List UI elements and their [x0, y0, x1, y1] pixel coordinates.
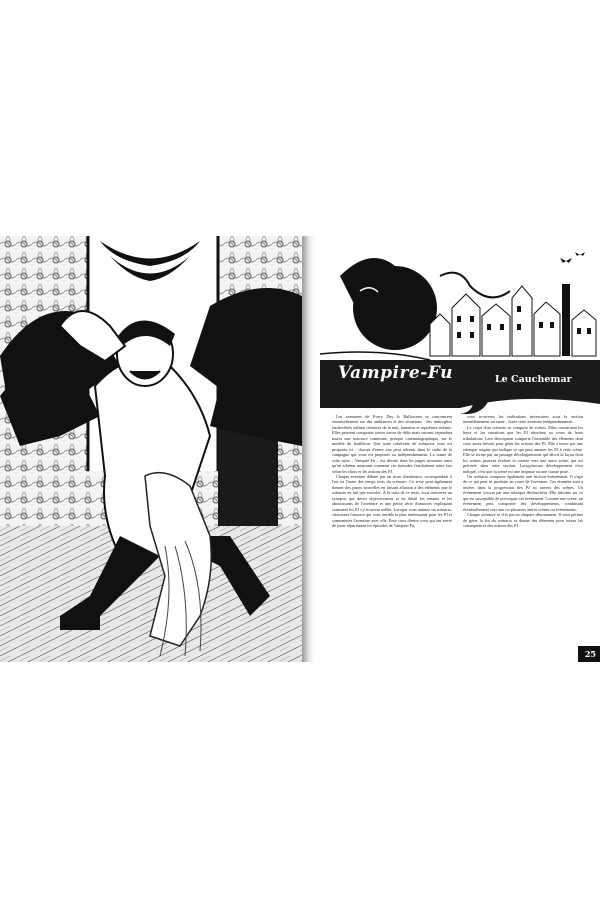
text-columns: [332, 414, 584, 654]
page-number: 25: [584, 649, 596, 659]
page-gutter: [302, 236, 320, 662]
text-column-1: [332, 414, 452, 529]
paragraph: Chaque aventure débute par un texte d'ambiance, correspondant à l'un ou l'autre des temps forts du scénario. Ce texte peut également donner des pistes nouvelles en faisant allusion à des éléments que le scénario ne fait que survoler. À la suite de ce texte, vous trouverez un synopsis qui décrit objectivement et en détail les tenants et les aboutissants de l'aventure et une petite série d'amorces expliquant comment les PJ s'y trouvent mêlés. Lorsque vous animez un scénario, choisissez l'amorce qui vous semble la plus intéressante pour les PJ et commencez l'aventure avec elle. Pour ceux d'entre vous qui ont envie de jouer séparément les épisodes de Vampire-Fu,: [332, 473, 452, 529]
paragraph: Les aventures de Every Day Is Halloween se concentrent essentiellement sur des ambiances et des situations : des imbroglios enchevêtrés mêlant créatures de la nuit, humains et septièmes enfants. Elles peuvent comporter toutes sortes de défis mais suivent cependant toutes une structure commune, presque cinématographique, sur le modèle du feuilleton. Une suite cohérente de scénarios vous est proposée ici : chacun d'entre eux peut advenir dans le cadre de la campagne qui vous est proposée ou indépendamment. La trame de cette suite – Vampire-Fu – est décrite dans les pages suivantes ainsi qu'un schéma montrant comment ces épisodes s'enchaînent entre eux selon les choix et les actions des PJ.: [332, 414, 452, 474]
vampire-illustration: [0, 236, 302, 662]
left-page-illustration: [0, 236, 302, 662]
paragraph: Un scénario comporte également une section événements. Il s'agit de ce qui peut se produire au cours de l'aventure. Ces données sont à insérer dans la progression des PJ au travers des scènes. Un événement s'ouvre par une rubrique déclencheur. Elle informe sur ce qui est susceptible de provoquer cet événement. Comme une scène, un événement peut comporter des développements, conduisant éventuellement vers une ou plusieurs autres scènes ou événements.: [463, 473, 583, 512]
chapter-subtitle: Le Cauchemar: [495, 374, 572, 385]
paragraph: vous trouverez les indications nécessaires sous la section immédiatement suivante : Jouer cette aventure indépendamment.: [463, 414, 583, 425]
paragraph: Chaque aventure se clôt par un chapitre dénouement. Il vous permet de gérer la fin du scénario et donne des éléments pour toutes les conséquences des actions des PJ.: [463, 512, 583, 529]
text-column-2: [463, 414, 583, 529]
right-page-text: [320, 236, 600, 662]
adventure-title: Vampire-Fu: [338, 363, 453, 383]
book-spread: [0, 236, 600, 662]
paragraph: Le corps d'un scénario se compose de scènes. Elles constituent les lieux et les situations que les PJ abordent au cours de leurs tribulations. Leur description comporte l'ensemble des éléments dont vous aurez besoin pour gérer les actions des PJ. Elle s'ouvre par une rubrique origine qui indique ce qui peut amener les PJ à cette scène. Elle se ferme par un passage développements qui décrit la façon dont les scènes peuvent évoluer et oriente vers une autre scène, qui est précisée dans cette section. Lorsqu'aucun développement n'est indiqué, c'est que la scène est une impasse ou une fausse piste.: [463, 424, 583, 474]
header-illustration: [320, 236, 600, 414]
